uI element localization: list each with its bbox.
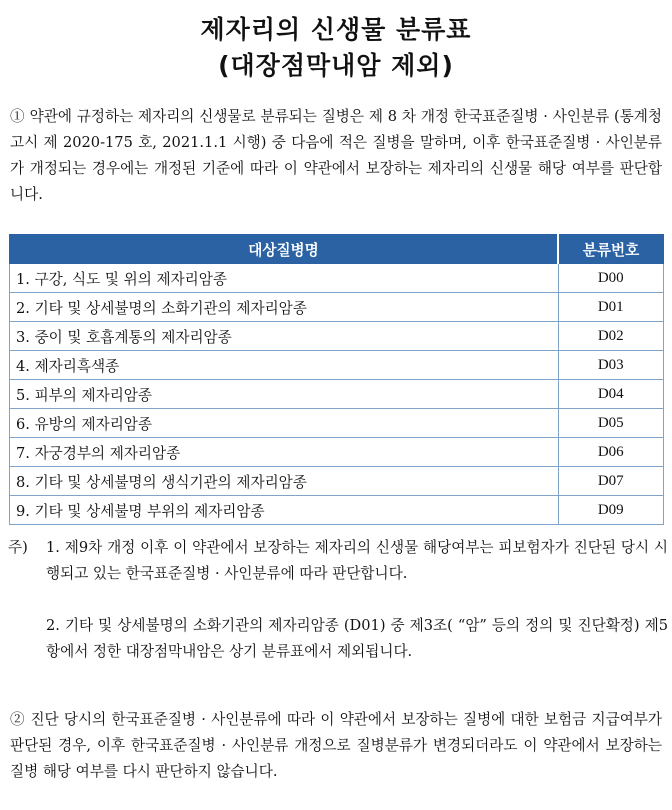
disease-name: 8. 기타 및 상세불명의 생식기관의 제자리암종 (10, 467, 559, 496)
disease-code: D09 (558, 496, 664, 525)
paragraph-1: ① 약관에 규정하는 제자리의 신생물로 분류되는 질병은 제 8 차 개정 한국표준질병 · 사인분류 (통계청 고시 제 2020-175 호, 2021.1.1 시행) 중 다음에 적은 질병을 말하며, 이후 한국표준질병 · 사인분류가 개정되는 경우에는 개정된 기준에 따라 이 약관에서 보장하는 제자리의 신생물 해당 여부를 판단합니다. (10, 108, 662, 203)
disease-name: 4. 제자리흑색종 (10, 351, 559, 380)
disease-name: 6. 유방의 제자리암종 (10, 409, 559, 438)
disease-name: 2. 기타 및 상세불명의 소화기관의 제자리암종 (10, 293, 559, 322)
disease-code: D06 (558, 438, 664, 467)
table-row (10, 409, 664, 438)
document-subtitle: (대장점막내암 제외) (218, 51, 454, 80)
classification-table (9, 234, 664, 525)
table-row (10, 322, 664, 351)
header-code: 분류번호 (558, 235, 664, 264)
note-item-1: 1. 제9차 개정 이후 이 약관에서 보장하는 제자리의 신생물 해당여부는 피보험자가 진단된 당시 시행되고 있는 한국표준질병 · 사인분류에 따라 판단합니다. (46, 539, 668, 582)
disease-name: 9. 기타 및 상세불명 부위의 제자리암종 (10, 496, 559, 525)
disease-code: D07 (558, 467, 664, 496)
disease-code: D05 (558, 409, 664, 438)
table-row (10, 438, 664, 467)
disease-code: D01 (558, 293, 664, 322)
note-item-2: 2. 기타 및 상세불명의 소화기관의 제자리암종 (D01) 중 제3조( “암” 등의 정의 및 진단확정) 제5항에서 정한 대장점막내암은 상기 분류표에서 제외됩니다. (46, 617, 668, 660)
table-row (10, 467, 664, 496)
table-header-row (10, 235, 664, 264)
disease-code: D03 (558, 351, 664, 380)
disease-name: 5. 피부의 제자리암종 (10, 380, 559, 409)
table-row (10, 293, 664, 322)
disease-name: 7. 자궁경부의 제자리암종 (10, 438, 559, 467)
table-row (10, 351, 664, 380)
paragraph-2: ② 진단 당시의 한국표준질병 · 사인분류에 따라 이 약관에서 보장하는 질병에 대한 보험금 지급여부가 판단된 경우, 이후 한국표준질병 · 사인분류 개정으로 질병분류가 변경되더라도 이 약관에서 보장하는 질병 해당 여부를 다시 판단하지 않습니다. (10, 711, 662, 780)
disease-code: D04 (558, 380, 664, 409)
disease-name: 1. 구강, 식도 및 위의 제자리암종 (10, 264, 559, 293)
disease-code: D00 (558, 264, 664, 293)
table-row (10, 496, 664, 525)
table-row (10, 264, 664, 293)
disease-name: 3. 중이 및 호흡계통의 제자리암종 (10, 322, 559, 351)
disease-code: D02 (558, 322, 664, 351)
document-title: 제자리의 신생물 분류표 (200, 15, 472, 44)
table-row (10, 380, 664, 409)
header-disease-name: 대상질병명 (10, 235, 559, 264)
notes-label: 주) (8, 539, 28, 556)
